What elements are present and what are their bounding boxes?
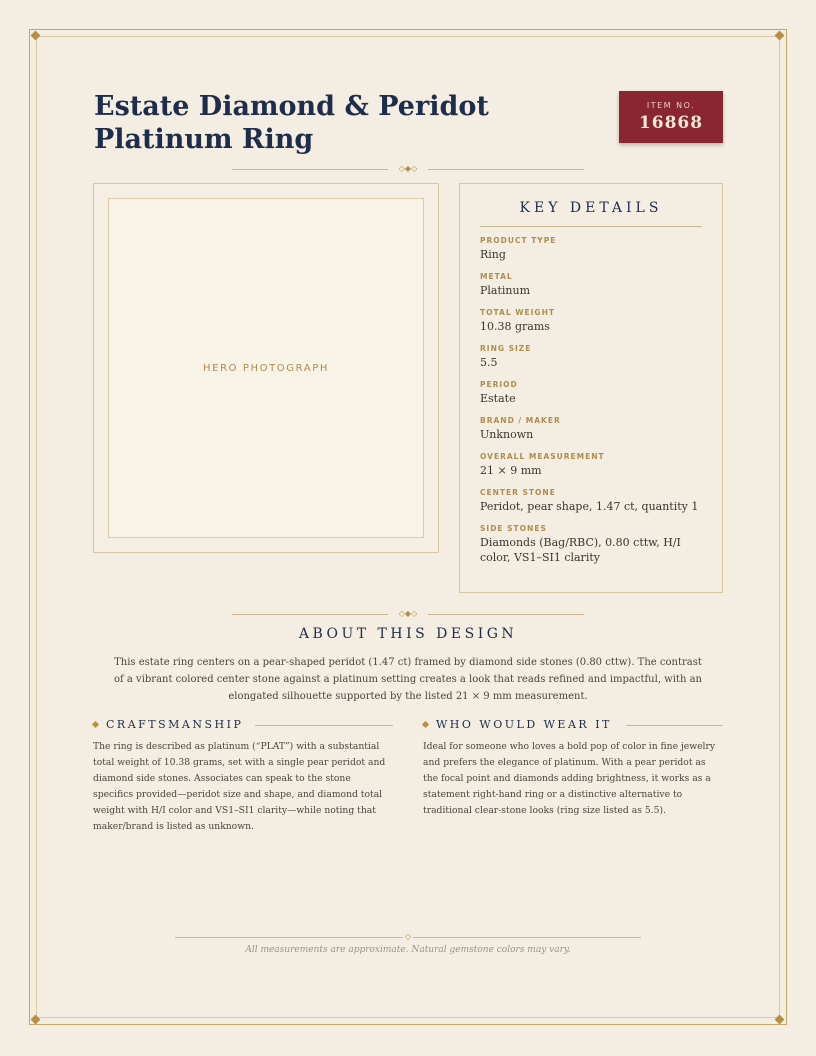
title-divider: [232, 164, 584, 174]
who-would-wear-heading-text: WHO WOULD WEAR IT: [436, 718, 612, 731]
item-number: 16868: [638, 113, 704, 133]
footer-divider: [175, 932, 641, 942]
footnote: All measurements are approximate. Natural gemstone colors may vary.: [245, 945, 571, 955]
craftsmanship-heading: [93, 718, 393, 732]
detail-value: Platinum: [480, 284, 531, 297]
key-details-heading: KEY DETAILS: [519, 200, 663, 216]
who-would-wear-text: Ideal for someone who loves a bold pop of color in fine jewelry and prefers the elegance of platinum. With a pear peridot as the focal point and diamonds adding brightness, it works as a statement right-hand ring or a distinctive alternative to traditional clear-stone looks (ring size listed as 5.5).: [423, 741, 716, 816]
hero-photo-placeholder: [108, 198, 424, 538]
detail-value: Peridot, pear shape, 1.47 ct, quantity 1: [480, 500, 699, 513]
divider-ornament: ◇◆◇: [398, 164, 418, 173]
about-divider: [232, 609, 584, 619]
key-details-list: [480, 236, 706, 575]
key-details-panel: [459, 183, 723, 593]
detail-value: 21 × 9 mm: [480, 464, 542, 477]
divider-ornament: ◇◆◇: [398, 609, 418, 618]
detail-value: 5.5: [480, 356, 498, 369]
who-would-wear-heading: [423, 718, 723, 732]
hero-photo-frame: [93, 183, 439, 553]
detail-label: BRAND / MAKER: [480, 416, 561, 425]
page-title: Estate Diamond & Peridot Platinum Ring: [94, 91, 489, 155]
about-text: This estate ring centers on a pear-shaped peridot (1.47 ct) framed by diamond side stones (0.80 cttw). The contrast of a vibrant colored center stone against a platinum setting creates a look that reads refined and impactful, with an elongated silhouette supported by the listed 21 × 9 mm measurement.: [114, 657, 702, 702]
detail-value: Diamonds (Bag/RBC), 0.80 cttw, H/I color, VS1–SI1 clarity: [480, 536, 681, 564]
detail-value: 10.38 grams: [480, 320, 550, 333]
detail-value: Estate: [480, 392, 516, 405]
detail-value: Ring: [480, 248, 506, 261]
detail-label: SIDE STONES: [480, 524, 547, 533]
item-number-badge: [619, 91, 723, 143]
key-details-rule: [480, 226, 702, 227]
detail-label: RING SIZE: [480, 344, 532, 353]
about-heading: ABOUT THIS DESIGN: [298, 626, 518, 642]
detail-label: OVERALL MEASUREMENT: [480, 452, 605, 461]
hero-photo-label: HERO PHOTOGRAPH: [203, 362, 329, 374]
item-number-label: ITEM NO.: [646, 101, 696, 110]
detail-label: TOTAL WEIGHT: [480, 308, 555, 317]
craftsmanship-text: The ring is described as platinum (“PLAT”) with a substantial total weight of 10.38 grams, set with a single pear peridot and diamond side stones. Associates can speak to the stone specifics provided—peridot size and shape, and diamond total weight with H/I color and VS1–SI1 clarity—while noting that maker/brand is listed as unknown.: [93, 741, 386, 832]
footer-divider-ornament: ◇: [404, 932, 412, 941]
detail-label: PRODUCT TYPE: [480, 236, 557, 245]
detail-label: CENTER STONE: [480, 488, 556, 497]
detail-value: Unknown: [480, 428, 534, 441]
diamond-bullet-icon: [92, 721, 99, 728]
detail-label: PERIOD: [480, 380, 518, 389]
detail-label: METAL: [480, 272, 513, 281]
craftsmanship-heading-text: CRAFTSMANSHIP: [106, 718, 244, 731]
diamond-bullet-icon: [422, 721, 429, 728]
